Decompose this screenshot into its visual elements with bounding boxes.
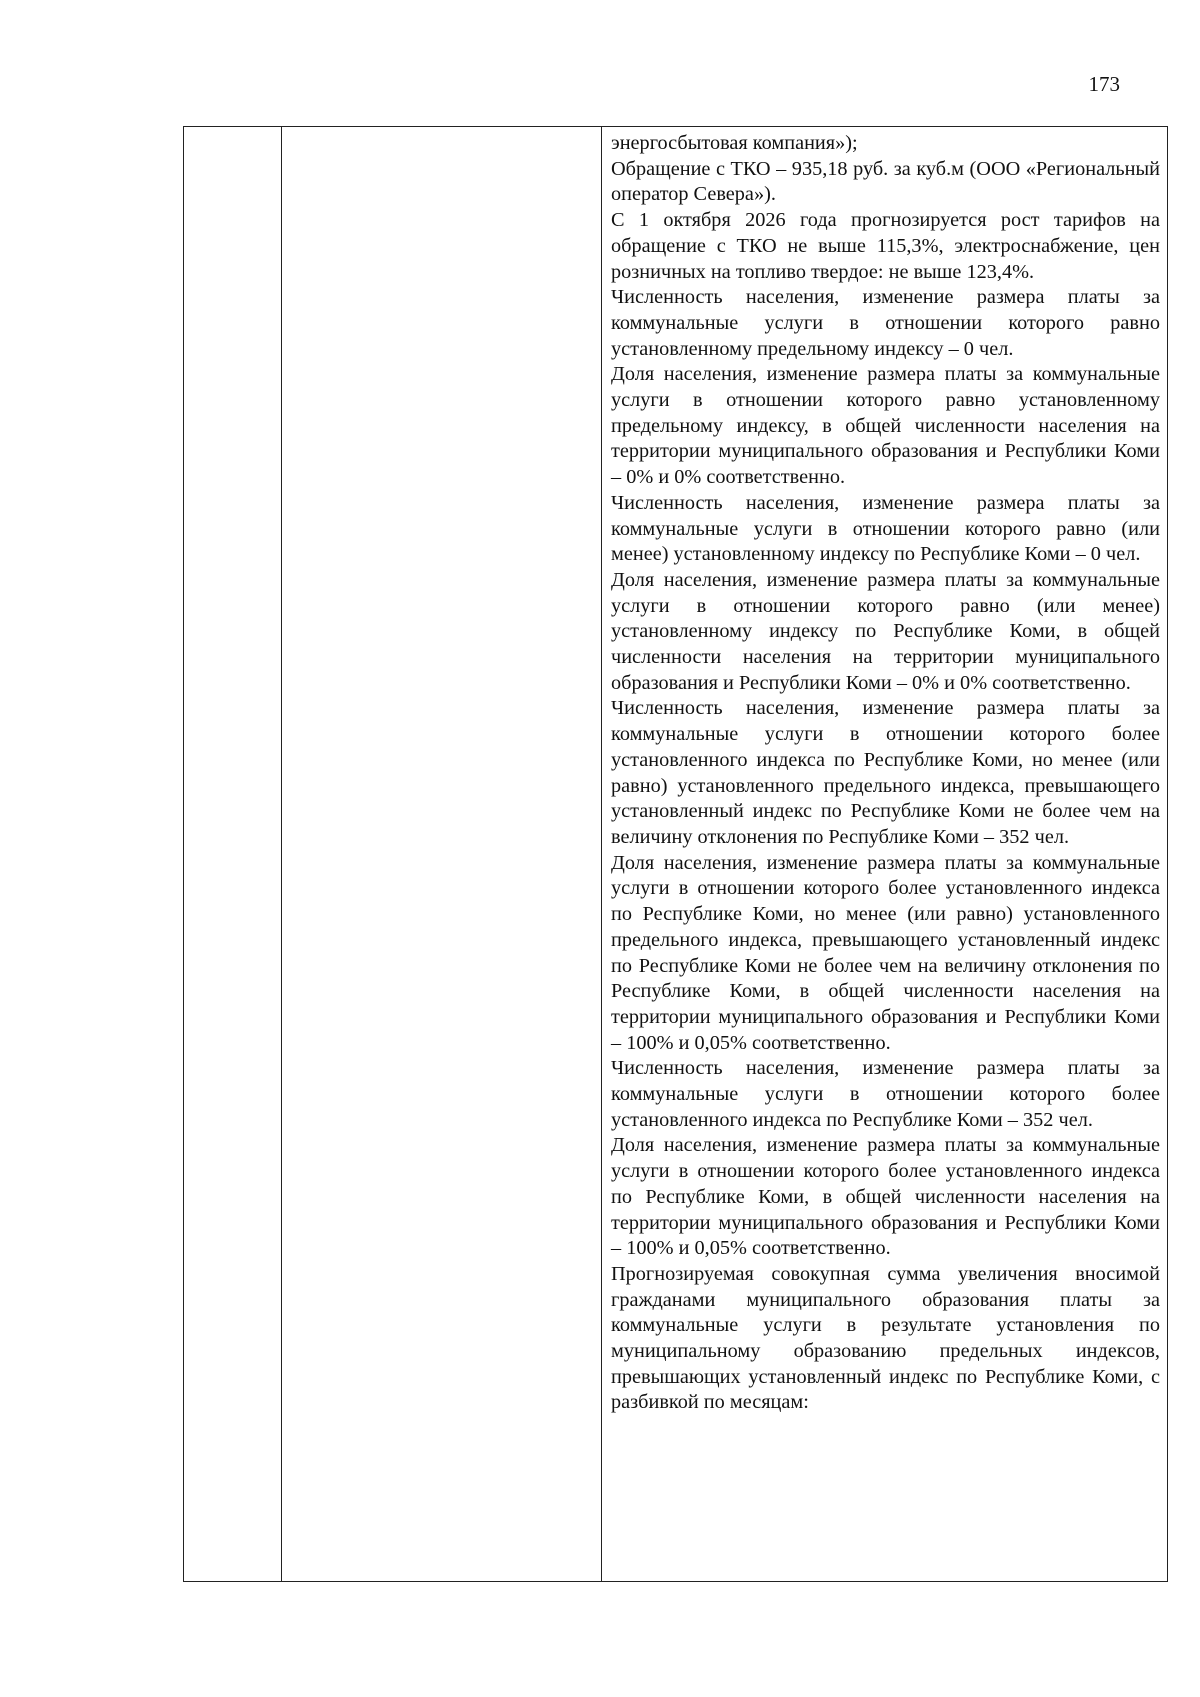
paragraph: Доля населения, изменение размера платы за коммунальные услуги в отношении которого более установленного индекса по Республике Коми, в общей численности населения на территории муниципального образования и Республики Коми – 100% и 0,05% соответственно. <box>611 1134 1160 1260</box>
table-row <box>184 127 1168 1582</box>
paragraph: Численность населения, изменение размера платы за коммунальные услуги в отношении которого равно установленному предельному индексу – 0 чел. <box>611 286 1160 360</box>
cell-content <box>602 127 1167 1422</box>
table-cell-text <box>602 127 1168 1582</box>
paragraph: Доля населения, изменение размера платы за коммунальные услуги в отношении которого более установленного индекса по Республике Коми, но менее (или равно) установленного предельного индекса, превышающего установленный индекс по Республике Коми не более чем на величину отклонения по Республике Коми, в общей численности населения на территории муниципального образования и Республики Коми – 100% и 0,05% соответственно. <box>611 851 1160 1054</box>
page-number: 173 <box>1088 72 1120 96</box>
paragraph: Доля населения, изменение размера платы за коммунальные услуги в отношении которого равно (или менее) установленному индексу по Республике Коми, в общей численности населения на территории муниципального образования и Республики Коми – 0% и 0% соответственно. <box>611 568 1160 694</box>
paragraph: Численность населения, изменение размера платы за коммунальные услуги в отношении которого более установленного индекса по Республике Коми – 352 чел. <box>611 1057 1160 1131</box>
paragraph: Численность населения, изменение размера платы за коммунальные услуги в отношении которого более установленного индекса по Республике Коми, но менее (или равно) установленного предельного индекса, превышающего установленный индекс по Республике Коми не более чем на величину отклонения по Республике Коми – 352 чел. <box>611 697 1160 848</box>
paragraph: Прогнозируемая совокупная сумма увеличения вносимой гражданами муниципального образования платы за коммунальные услуги в результате установления по муниципальному образованию предельных индексов, превышающих установленный индекс по Республике Коми, с разбивкой по месяцам: <box>611 1262 1160 1414</box>
paragraph: С 1 октября 2026 года прогнозируется рост тарифов на обращение с ТКО не выше 115,3%, электроснабжение, цен розничных на топливо твердое: не выше 123,4%. <box>611 209 1160 283</box>
paragraph: Обращение с ТКО – 935,18 руб. за куб.м (ООО «Региональный оператор Севера»). <box>611 157 1160 206</box>
table-cell-1 <box>184 127 282 1582</box>
paragraph: Доля населения, изменение размера платы за коммунальные услуги в отношении которого равно установленному предельному индексу, в общей численности населения на территории муниципального образования и Республики Коми – 0% и 0% соответственно. <box>611 363 1160 489</box>
paragraph: Численность населения, изменение размера платы за коммунальные услуги в отношении которого равно (или менее) установленному индексу по Республике Коми – 0 чел. <box>611 491 1160 566</box>
table-cell-2 <box>282 127 602 1582</box>
document-table <box>183 126 1168 1582</box>
paragraph: энергосбытовая компания»); <box>611 132 858 154</box>
